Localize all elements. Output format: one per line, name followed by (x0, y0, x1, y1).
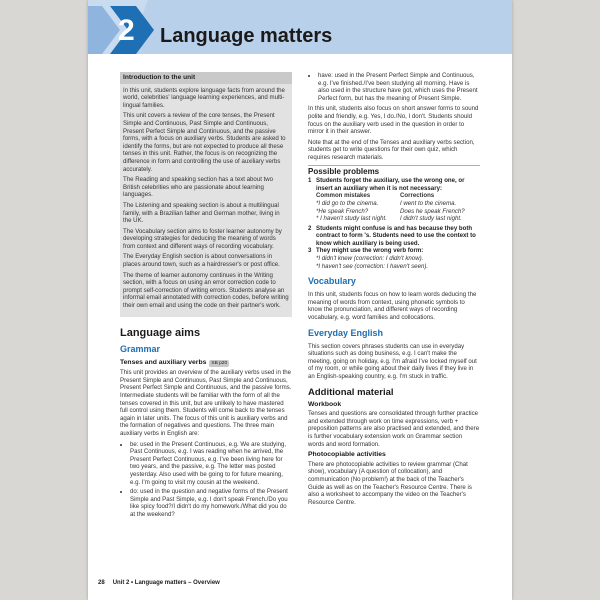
page-ref-badge: SB p20 (211, 360, 228, 366)
everyday-english-text: This section covers phrases students can use in everyday situations such as doing business, e.g. I can't make the meeting, going on holiday, e.g. I'm afraid I've locked myself out of my room, or while going about their daily lives if they live in an English-speaking country, e.g. I'm stuck in traffic. (308, 342, 477, 380)
correction-cell: I didn't study last night. (400, 215, 462, 223)
mistake-cell: * I haven't study last night. (316, 215, 387, 223)
problem-text: They might use the wrong verb form: (316, 247, 424, 255)
quiz-note-text: Note that at the end of the Tenses and auxiliary verbs section, students get to write questions for their own quiz, which requires research materials. (308, 138, 475, 161)
correction-cell: I went to the cinema. (400, 199, 457, 207)
page-number: 28 (98, 580, 105, 586)
corrections-col-header: Corrections (400, 192, 435, 200)
problem-item: 1 Students forget the auxiliary, use the wrong one, or insert an auxiliary when it is not necessary: (308, 177, 480, 192)
short-answers-text: In this unit, students also focus on short answer forms to sound polite and friendly, e.g. Yes, I do./No, I don't. Students should focus on the auxiliary verb used in the question in order to mirror it in their answer. (308, 105, 479, 136)
intro-paragraph: The Reading and speaking section has a text about two British celebrities who are passionate about learning languages. (123, 176, 274, 199)
intro-box (120, 72, 292, 317)
intro-paragraph: In this unit, students explore language facts from around the world, celebrities' language learning experiences, and multi-lingual families. (123, 86, 285, 109)
mistakes-col-header: Common mistakes (316, 192, 371, 200)
workbook-heading: Workbook (308, 400, 342, 408)
left-column (120, 72, 292, 522)
problem-example: *I didn't knew (correction: I didn't know). (316, 255, 424, 263)
problem-item: 3 They might use the wrong verb form: (308, 247, 424, 255)
auxiliary-list-continued (308, 72, 480, 102)
correction-cell: Does he speak French? (400, 207, 465, 215)
right-column (308, 72, 480, 509)
photocopiable-text: There are photocopiable activities to review grammar (Chat show), vocabulary (A question of collocation), and communication (No problem!) at the back of the Teacher's Guide as well as on the Teacher's Resource Centre. There is also a worksheet to accompany the video on the Teacher's Resource Centre. (308, 460, 472, 506)
tenses-text: This unit provides an overview of the auxiliary verbs used in the Present Simple and Continuous, Past Simple and Continuous, Present Perfect Simple and Continuous, and the passive forms. Intermediate students will be familiar with the form of all the tenses covered in this unit, but are unlikely to have mastered full control using them. Students will come back to the tenses again in later units. The focus of this unit is auxiliary verbs and the formation of negatives and questions. The three main auxiliary verbs in English are: (120, 369, 292, 437)
mistake-cell: *He speak French? (316, 207, 369, 215)
footer-text: Unit 2 • Language matters – Overview (112, 580, 220, 586)
grammar-heading: Grammar (120, 343, 161, 354)
language-aims-heading: Language aims (120, 326, 201, 339)
document-page (88, 0, 512, 600)
tenses-heading (120, 359, 292, 368)
mistakes-table (316, 192, 480, 222)
additional-material-heading: Additional material (308, 386, 394, 398)
intro-paragraph: The Everyday English section is about conversations in places around town, such as a hairdresser's or post office. (123, 253, 280, 269)
intro-paragraph: This unit covers a review of the core tenses, the Present Simple and Continuous, Past Simple and Continuous, Present Perfect Simple and Continuous, and the passive forms, with a focus on auxiliary verbs. Students are asked to identify the forms, but are not expected to produce all these tenses in this unit. Rather, the focus is on recognizing the difference in form and controlling the use of auxiliary verbs accurately. (123, 112, 286, 173)
list-item: • be: used in the Present Continuous, e.g. We are studying, Past Continuous, e.g. I was reading when he arrived, the Present Perfect Continuous, e.g. I've been living here for two years, and the passive, e.g. The letter was posted yesterday. Also used with be going to for future meaning, e.g. I'm going to visit my cousin at the weekend. (130, 441, 292, 487)
list-item: • have: used in the Present Perfect Simple and Continuous, e.g. I've finished./I've been studying all morning. Have is also used in the structure have got, which uses the Present Perfect form, but has the meaning of Present Simple. (318, 72, 480, 102)
vocabulary-heading: Vocabulary (308, 276, 356, 287)
unit-number: 2 (118, 14, 135, 47)
workbook-text: Tenses and questions are consolidated through further practice and extended through work on time expressions, verb + preposition patterns are also practised and extended, and there is further vocabulary extension work on Grammar section words and word formation. (308, 410, 480, 448)
problem-text: Students might confuse is and has because they both contract to form 's. Students need to use the context to know which auxiliary is being used. (316, 224, 476, 247)
everyday-english-heading: Everyday English (308, 327, 384, 338)
possible-problems-title: Possible problems (308, 166, 380, 176)
unit-title: Language matters (160, 25, 333, 47)
page-footer (98, 580, 220, 586)
problem-example: *I haven't see (correction: I haven't seen). (316, 262, 429, 270)
problem-text: Students forget the auxiliary, use the wrong one, or insert an auxiliary when it is not necessary: (316, 177, 465, 192)
auxiliary-list (120, 441, 292, 519)
mistake-cell: *I did go to the cinema. (316, 199, 379, 207)
intro-heading: Introduction to the unit (120, 72, 292, 84)
tenses-heading-text: Tenses and auxiliary verbs (120, 358, 207, 366)
intro-paragraph: The Listening and speaking section is about a multilingual family, with a Brazilian father and German mother, living in the UK. (123, 201, 280, 225)
intro-paragraph: The theme of learner autonomy continues in the Writing section, with a focus on using an error correction code to prompt self-correction of writing errors. Students analyse an informal email annotated with correction codes, before writing their own email and using the code on their partner's work. (123, 271, 289, 310)
list-item: • do: used in the question and negative forms of the Present Simple and Past Simple, e.g. I don't speak French./Do you like spicy food?/I didn't do my homework./What did you do at the weekend? (130, 488, 292, 518)
problem-item: 2 Students might confuse is and has because they both contract to form 's. Students need to use the context to know which auxiliary is being used. (308, 225, 480, 248)
possible-problems-box (308, 165, 480, 271)
vocabulary-text: In this unit, students focus on how to learn words deducing the meaning of words from context, using phonetic symbols to know the pronunciation, and different ways of recording vocabulary, e.g. word families and collocations. (308, 291, 477, 322)
photocopiable-heading: Photocopiable activities (308, 451, 386, 459)
intro-paragraph: The Vocabulary section aims to foster learner autonomy by developing strategies for deducing the meaning of words from context and different ways of recording vocabulary. (123, 227, 282, 250)
